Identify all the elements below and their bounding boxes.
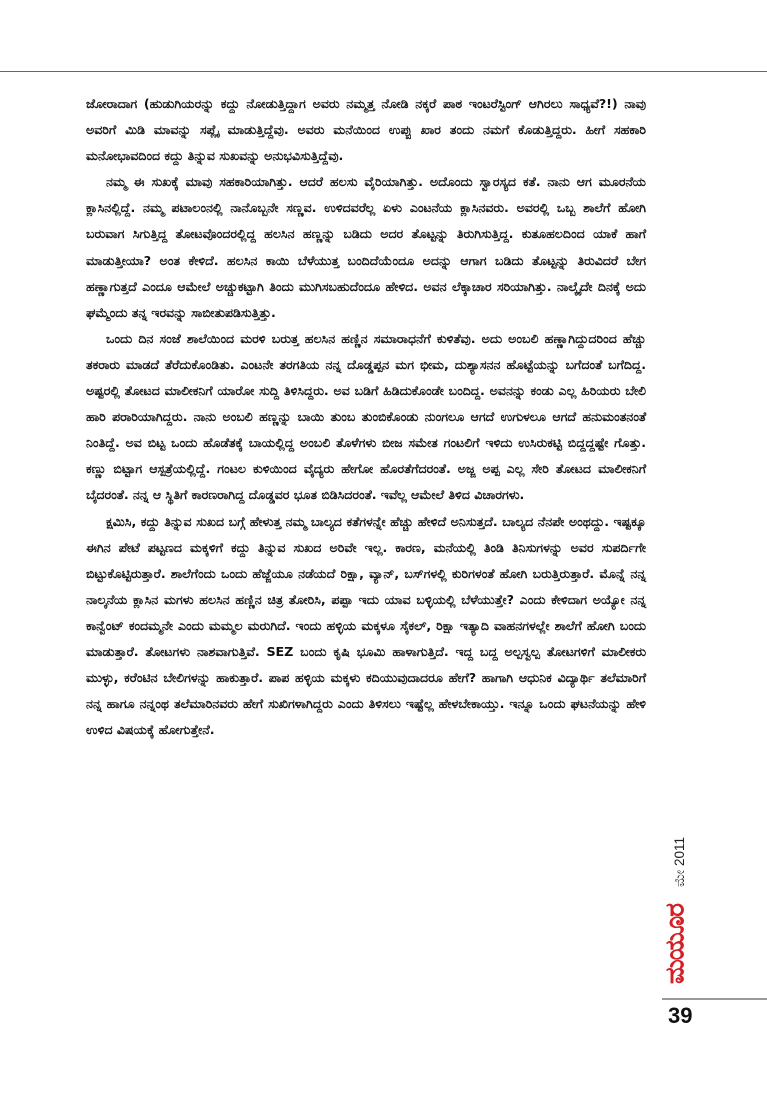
article-body bbox=[86, 91, 646, 743]
issue-date: ಮೇ 2011 bbox=[672, 836, 687, 888]
article-paragraph-1: ಜೋರಾದಾಗ (ಹುಡುಗಿಯರನ್ನು ಕದ್ದು ನೋಡುತ್ತಿದ್ದಾಗ ಅವರು ನಮ್ಮತ್ತ ನೋಡಿ ನಕ್ಕರೆ ಪಾಠ ಇಂಟರೆಸ್ಟಿಂಗ್ ಆಗಿರಲು ಸಾಧ್ಯವೆ?!) ನಾವು ಅವರಿಗೆ ಮಿಡಿ ಮಾವನ್ನು ಸಪ್ಲೈ ಮಾಡುತ್ತಿದ್ದೆವು. ಅವರು ಮನೆಯಿಂದ ಉಪ್ಪು ಖಾರ ತಂದು ನಮಗೆ ಕೊಡುತ್ತಿದ್ದರು. ಹೀಗೆ ಸಹಕಾರಿ ಮನೋಭಾವದಿಂದ ಕದ್ದು ತಿನ್ನುವ ಸುಖವನ್ನು ಅನುಭವಿಸುತ್ತಿದ್ದೆವು. bbox=[86, 96, 646, 164]
article-paragraph-4: ಕ್ಷಮಿಸಿ, ಕದ್ದು ತಿನ್ನುವ ಸುಖದ ಬಗ್ಗೆ ಹೇಳುತ್ತ ನಮ್ಮ ಬಾಲ್ಯದ ಕತೆಗಳನ್ನೇ ಹೆಚ್ಚು ಹೇಳಿದೆ ಅನಿಸುತ್ತದೆ. ಬಾಲ್ಯದ ನೆನಪೇ ಅಂಥದ್ದು. ಇಷ್ಟಕ್ಕೂ ಈಗಿನ ಪೇಟೆ ಪಟ್ಟಣದ ಮಕ್ಕಳಿಗೆ ಕದ್ದು ತಿನ್ನುವ ಸುಖದ ಅರಿವೇ ಇಲ್ಲ. ಕಾರಣ, ಮನೆಯಲ್ಲಿ ತಿಂಡಿ ತಿನಿಸುಗಳನ್ನು ಅವರ ಸುಪರ್ದಿಗೇ ಬಿಟ್ಟುಕೊಟ್ಟಿರುತ್ತಾರೆ. ಶಾಲೆಗೆಂದು ಒಂದು ಹೆಜ್ಜೆಯೂ ನಡೆಯದೆ ರಿಕ್ಷಾ, ವ್ಯಾನ್, ಬಸ್‌ಗಳಲ್ಲಿ ಕುರಿಗಳಂತೆ ಹೋಗಿ ಬರುತ್ತಿರುತ್ತಾರೆ. ಮೊನ್ನೆ ನನ್ನ ನಾಲ್ಕನೆಯ ಕ್ಲಾಸಿನ ಮಗಳು ಹಲಸಿನ ಹಣ್ಣಿನ ಚಿತ್ರ ತೋರಿಸಿ, ಪಪ್ಪಾ ಇದು ಯಾವ ಬಳ್ಳಿಯಲ್ಲಿ ಬೆಳೆಯುತ್ತೇ? ಎಂದು ಕೇಳಿದಾಗ ಅಯ್ಯೋ ನನ್ನ ಕಾನ್ವೆಂಟ್ ಕಂದಮ್ಮನೇ ಎಂದು ಮಮ್ಮಲ ಮರುಗಿದೆ. ಇಂದು ಹಳ್ಳಿಯ ಮಕ್ಕಳೂ ಸೈಕಲ್, ರಿಕ್ಷಾ ಇತ್ಯಾದಿ ವಾಹನಗಳಲ್ಲೇ ಶಾಲೆಗೆ ಹೋಗಿ ಬಂದು ಮಾಡುತ್ತಾರೆ. ತೋಟಗಳು ನಾಶವಾಗುತ್ತಿವೆ. SEZ ಬಂದು ಕೃಷಿ ಭೂಮಿ ಹಾಳಾಗುತ್ತಿದೆ. ಇದ್ದ ಬದ್ದ ಅಲ್ಪಸ್ವಲ್ಪ ತೋಟಗಳಿಗೆ ಮಾಲೀಕರು ಮುಳ್ಳು, ಕರೆಂಟಿನ ಬೇಲಿಗಳನ್ನು ಹಾಕುತ್ತಾರೆ. ಪಾಪ ಹಳ್ಳಿಯ ಮಕ್ಕಳು ಕದಿಯುವುದಾದರೂ ಹೇಗೆ? ಹಾಗಾಗಿ ಆಧುನಿಕ ವಿದ್ಯಾರ್ಥಿ ತಲೆಮಾರಿಗೆ ನನ್ನ ಹಾಗೂ ನನ್ನಂಥ ತಲೆಮಾರಿನವರು ಹೇಗೆ ಸುಖಿಗಳಾಗಿದ್ದರು ಎಂದು ತಿಳಿಸಲು ಇಷ್ಟೆಲ್ಲ ಹೇಳಬೇಕಾಯ್ತು. ಇನ್ನೂ ಒಂದು ಘಟನೆಯನ್ನು ಹೇಳಿ ಉಳಿದ ವಿಷಯಕ್ಕೆ ಹೋಗುತ್ತೇನೆ. bbox=[86, 513, 646, 738]
page-number: 39 bbox=[668, 1003, 693, 1028]
article-paragraph-3: ಒಂದು ದಿನ ಸಂಜೆ ಶಾಲೆಯಿಂದ ಮರಳಿ ಬರುತ್ತ ಹಲಸಿನ ಹಣ್ಣಿನ ಸಮಾರಾಧನೆಗೆ ಕುಳಿತೆವು. ಅದು ಅಂಬಲಿ ಹಣ್ಣಾಗಿದ್ದುದರಿಂದ ಹೆಚ್ಚು ತಕರಾರು ಮಾಡದೆ ತೆರೆದುಕೊಂಡಿತು. ಎಂಟನೇ ತರಗತಿಯ ನನ್ನ ದೊಡ್ಡಪ್ಪನ ಮಗ ಭೀಮ, ದುಶ್ಯಾಸನನ ಹೊಟ್ಟೆಯನ್ನು ಬಗೆದಂತೆ ಬಗೆದಿದ್ದ. ಅಷ್ಟರಲ್ಲಿ ತೋಟದ ಮಾಲೀಕನಿಗೆ ಯಾರೋ ಸುದ್ದಿ ತಿಳಿಸಿದ್ದರು. ಅವ ಬಡಿಗೆ ಹಿಡಿದುಕೊಂಡೇ ಬಂದಿದ್ದ. ಅವನನ್ನು ಕಂಡು ಎಲ್ಲ ಹಿರಿಯರು ಬೇಲಿ ಹಾರಿ ಪರಾರಿಯಾಗಿದ್ದರು. ನಾನು ಅಂಬಲಿ ಹಣ್ಣನ್ನು ಬಾಯಿ ತುಂಬ ತುಂಬಿಕೊಂಡು ನುಂಗಲೂ ಆಗದೆ ಉಗುಳಲೂ ಆಗದೆ ಹನುಮಂತನಂತೆ ನಿಂತಿದ್ದೆ. ಅವ ಬಿಟ್ಟ ಒಂದು ಹೊಡೆತಕ್ಕೆ ಬಾಯಲ್ಲಿದ್ದ ಅಂಬಲಿ ತೊಳೆಗಳು ಬೀಜ ಸಮೇತ ಗಂಟಲಿಗೆ ಇಳಿದು ಉಸಿರುಕಟ್ಟಿ ಬಿದ್ದದ್ದಷ್ಟೇ ಗೊತ್ತು. ಕಣ್ಣು ಬಿಟ್ಟಾಗ ಆಸ್ಪತ್ರೆಯಲ್ಲಿದ್ದೆ. ಗಂಟಲ ಕುಳಿಯಿಂದ ವೈದ್ಯರು ಹೇಗೋ ಹೊರತೆಗೆದರಂತೆ. ಅಜ್ಜ ಅಪ್ಪ ಎಲ್ಲ ಸೇರಿ ತೋಟದ ಮಾಲೀಕನಿಗೆ ಬೈದರಂತೆ. ನನ್ನ ಆ ಸ್ಥಿತಿಗೆ ಕಾರಣರಾಗಿದ್ದ ದೊಡ್ಡವರ ಭೂತ ಬಿಡಿಸಿದರಂತೆ. ಇವೆಲ್ಲ ಆಮೇಲೆ ತಿಳಿದ ವಿಚಾರಗಳು. bbox=[86, 330, 646, 503]
page-sidebar bbox=[660, 828, 720, 984]
magazine-logo bbox=[662, 900, 702, 988]
footer-rule bbox=[662, 998, 767, 1000]
article-paragraph-2: ನಮ್ಮ ಈ ಸುಖಕ್ಕೆ ಮಾವು ಸಹಕಾರಿಯಾಗಿತ್ತು. ಆದರೆ ಹಲಸು ವೈರಿಯಾಗಿತ್ತು. ಅದೊಂದು ಸ್ವಾರಸ್ಯದ ಕತೆ. ನಾನು ಆಗ ಮೂರನೆಯ ಕ್ಲಾಸಿನಲ್ಲಿದ್ದೆ. ನಮ್ಮ ಪಟಾಲಂನಲ್ಲಿ ನಾನೊಬ್ಬನೇ ಸಣ್ಣವ. ಉಳಿದವರೆಲ್ಲ ಏಳು ಎಂಟನೆಯ ಕ್ಲಾಸಿನವರು. ಅವರಲ್ಲಿ ಒಬ್ಬ ಶಾಲೆಗೆ ಹೋಗಿ ಬರುವಾಗ ಸಿಗುತ್ತಿದ್ದ ತೋಟವೊಂದರಲ್ಲಿದ್ದ ಹಲಸಿನ ಹಣ್ಣನ್ನು ಬಡಿದು ಅದರ ತೊಟ್ಟನ್ನು ತಿರುಗಿಸುತ್ತಿದ್ದ. ಕುತೂಹಲದಿಂದ ಯಾಕೆ ಹಾಗೆ ಮಾಡುತ್ತೀಯಾ? ಅಂತ ಕೇಳಿದೆ. ಹಲಸಿನ ಕಾಯಿ ಬೆಳೆಯುತ್ತ ಬಂದಿದೆಯೆಂದೂ ಅದನ್ನು ಆಗಾಗ ಬಡಿದು ತೊಟ್ಟನ್ನು ತಿರುವಿದರೆ ಬೇಗ ಹಣ್ಣಾಗುತ್ತದೆ ಎಂದೂ ಆಮೇಲೆ ಅಚ್ಚುಕಟ್ಟಾಗಿ ತಿಂದು ಮುಗಿಸಬಹುದೆಂದೂ ಹೇಳಿದ. ಅವನ ಲೆಕ್ಕಾಚಾರ ಸರಿಯಾಗಿತ್ತು. ನಾಲ್ಕೈದೇ ದಿನಕ್ಕೆ ಅದು ಘಮ್ಮೆಂದು ತನ್ನ ಇರವನ್ನು ಸಾಬೀತುಪಡಿಸುತ್ತಿತ್ತು. bbox=[86, 174, 646, 320]
magazine-name: ಮಯೂರ bbox=[660, 904, 691, 984]
issue-date-block bbox=[670, 828, 690, 896]
header-rule bbox=[0, 71, 767, 72]
